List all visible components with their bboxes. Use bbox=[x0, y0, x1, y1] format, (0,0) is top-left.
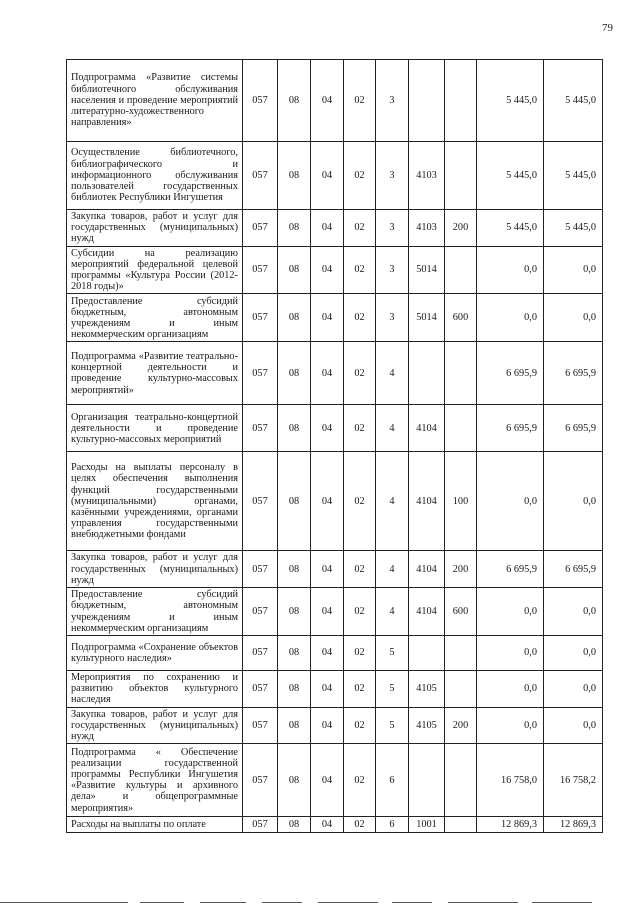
row-name-cell: Подпрограмма « Обеспечение реализации государственной программы Республики Ингушетия «Развитие культуры и архивного дела» и общепрограммные мероприятия» bbox=[67, 744, 243, 817]
code-item-cell: 4105 bbox=[409, 707, 445, 744]
code-subsection-cell: 04 bbox=[311, 60, 344, 142]
code-item-cell: 4103 bbox=[409, 210, 445, 247]
row-name-cell: Субсидии на реализацию мероприятий федеральной целевой программы «Культура России (2012-2018 годы)» bbox=[67, 246, 243, 294]
value-year2-cell: 5 445,0 bbox=[544, 60, 603, 142]
code-item-cell: 4105 bbox=[409, 671, 445, 708]
value-year2-cell: 6 695,9 bbox=[544, 342, 603, 405]
row-name-cell: Расходы на выплаты персоналу в целях обеспечения выполнения функций государственными (муниципальными) органами, казёнными учреждениями, органами управления государственными внебюджетными фондами bbox=[67, 452, 243, 551]
code-subprogram-cell: 4 bbox=[376, 452, 409, 551]
code-expense-type-cell bbox=[445, 342, 477, 405]
code-expense-type-cell: 200 bbox=[445, 551, 477, 588]
code-subsection-cell: 04 bbox=[311, 744, 344, 817]
code-subsection-cell: 04 bbox=[311, 588, 344, 636]
code-expense-type-cell: 600 bbox=[445, 294, 477, 342]
code-expense-type-cell: 200 bbox=[445, 210, 477, 247]
code-admin-cell: 057 bbox=[243, 636, 278, 671]
code-program-cell: 02 bbox=[344, 671, 376, 708]
code-subsection-cell: 04 bbox=[311, 452, 344, 551]
code-item-cell bbox=[409, 342, 445, 405]
value-year1-cell: 0,0 bbox=[477, 294, 544, 342]
value-year2-cell: 0,0 bbox=[544, 294, 603, 342]
code-subprogram-cell: 4 bbox=[376, 588, 409, 636]
table-row bbox=[67, 342, 603, 405]
value-year2-cell: 0,0 bbox=[544, 452, 603, 551]
code-program-cell: 02 bbox=[344, 210, 376, 247]
value-year1-cell: 6 695,9 bbox=[477, 405, 544, 452]
code-section-cell: 08 bbox=[278, 246, 311, 294]
code-expense-type-cell bbox=[445, 671, 477, 708]
code-subprogram-cell: 3 bbox=[376, 246, 409, 294]
code-program-cell: 02 bbox=[344, 588, 376, 636]
value-year2-cell: 0,0 bbox=[544, 671, 603, 708]
code-program-cell: 02 bbox=[344, 294, 376, 342]
code-admin-cell: 057 bbox=[243, 142, 278, 210]
code-program-cell: 02 bbox=[344, 707, 376, 744]
code-expense-type-cell bbox=[445, 636, 477, 671]
row-name-cell: Расходы на выплаты по оплате bbox=[67, 817, 243, 833]
table-row bbox=[67, 60, 603, 142]
table-row bbox=[67, 210, 603, 247]
code-admin-cell: 057 bbox=[243, 588, 278, 636]
code-item-cell: 4104 bbox=[409, 452, 445, 551]
value-year2-cell: 0,0 bbox=[544, 636, 603, 671]
value-year2-cell: 0,0 bbox=[544, 707, 603, 744]
code-section-cell: 08 bbox=[278, 294, 311, 342]
code-expense-type-cell bbox=[445, 246, 477, 294]
table-body bbox=[67, 60, 603, 833]
code-section-cell: 08 bbox=[278, 405, 311, 452]
table-row bbox=[67, 405, 603, 452]
code-item-cell: 4104 bbox=[409, 588, 445, 636]
code-section-cell: 08 bbox=[278, 817, 311, 833]
code-section-cell: 08 bbox=[278, 671, 311, 708]
row-name-cell: Подпрограмма «Развитие театрально-концертной деятельности и проведение культурно-массовых мероприятий» bbox=[67, 342, 243, 405]
code-subprogram-cell: 3 bbox=[376, 60, 409, 142]
row-name-cell: Предоставление субсидий бюджетным, автономным учреждениям и иным некоммерческим организациям bbox=[67, 294, 243, 342]
code-admin-cell: 057 bbox=[243, 294, 278, 342]
row-name-cell: Закупка товаров, работ и услуг для государственных (муниципальных) нужд bbox=[67, 210, 243, 247]
value-year1-cell: 5 445,0 bbox=[477, 142, 544, 210]
table-row bbox=[67, 142, 603, 210]
code-subsection-cell: 04 bbox=[311, 405, 344, 452]
table-row bbox=[67, 294, 603, 342]
value-year1-cell: 12 869,3 bbox=[477, 817, 544, 833]
table-row bbox=[67, 452, 603, 551]
code-section-cell: 08 bbox=[278, 60, 311, 142]
code-program-cell: 02 bbox=[344, 636, 376, 671]
value-year2-cell: 0,0 bbox=[544, 588, 603, 636]
code-admin-cell: 057 bbox=[243, 707, 278, 744]
code-subprogram-cell: 4 bbox=[376, 342, 409, 405]
table-row bbox=[67, 817, 603, 833]
page-number: 79 bbox=[602, 22, 613, 34]
code-expense-type-cell bbox=[445, 405, 477, 452]
code-item-cell: 5014 bbox=[409, 294, 445, 342]
value-year2-cell: 6 695,9 bbox=[544, 551, 603, 588]
code-item-cell bbox=[409, 636, 445, 671]
row-name-cell: Мероприятия по сохранению и развитию объектов культурного наследия bbox=[67, 671, 243, 708]
table-row bbox=[67, 246, 603, 294]
code-program-cell: 02 bbox=[344, 142, 376, 210]
code-item-cell: 4104 bbox=[409, 551, 445, 588]
value-year2-cell: 12 869,3 bbox=[544, 817, 603, 833]
value-year1-cell: 0,0 bbox=[477, 588, 544, 636]
code-subsection-cell: 04 bbox=[311, 342, 344, 405]
row-name-cell: Осуществление библиотечного, библиографического и информационного обслуживания пользователей государственных библиотек Республики Ингушетия bbox=[67, 142, 243, 210]
code-item-cell: 4103 bbox=[409, 142, 445, 210]
code-program-cell: 02 bbox=[344, 246, 376, 294]
code-program-cell: 02 bbox=[344, 744, 376, 817]
value-year1-cell: 6 695,9 bbox=[477, 551, 544, 588]
code-subprogram-cell: 6 bbox=[376, 817, 409, 833]
code-section-cell: 08 bbox=[278, 744, 311, 817]
table-row bbox=[67, 588, 603, 636]
code-admin-cell: 057 bbox=[243, 817, 278, 833]
row-name-cell: Закупка товаров, работ и услуг для государственных (муниципальных) нужд bbox=[67, 707, 243, 744]
row-name-cell: Подпрограмма «Сохранение объектов культурного наследия» bbox=[67, 636, 243, 671]
value-year2-cell: 0,0 bbox=[544, 246, 603, 294]
value-year1-cell: 16 758,0 bbox=[477, 744, 544, 817]
code-program-cell: 02 bbox=[344, 342, 376, 405]
code-program-cell: 02 bbox=[344, 452, 376, 551]
code-expense-type-cell: 100 bbox=[445, 452, 477, 551]
code-expense-type-cell bbox=[445, 60, 477, 142]
code-admin-cell: 057 bbox=[243, 452, 278, 551]
value-year2-cell: 16 758,2 bbox=[544, 744, 603, 817]
code-subprogram-cell: 3 bbox=[376, 294, 409, 342]
code-section-cell: 08 bbox=[278, 707, 311, 744]
value-year1-cell: 5 445,0 bbox=[477, 210, 544, 247]
value-year1-cell: 0,0 bbox=[477, 636, 544, 671]
code-admin-cell: 057 bbox=[243, 246, 278, 294]
code-subprogram-cell: 5 bbox=[376, 707, 409, 744]
table-row bbox=[67, 551, 603, 588]
code-section-cell: 08 bbox=[278, 452, 311, 551]
code-subprogram-cell: 3 bbox=[376, 210, 409, 247]
code-section-cell: 08 bbox=[278, 342, 311, 405]
code-admin-cell: 057 bbox=[243, 60, 278, 142]
code-subsection-cell: 04 bbox=[311, 636, 344, 671]
table-row bbox=[67, 636, 603, 671]
code-subprogram-cell: 4 bbox=[376, 405, 409, 452]
code-subprogram-cell: 5 bbox=[376, 671, 409, 708]
code-program-cell: 02 bbox=[344, 405, 376, 452]
code-program-cell: 02 bbox=[344, 60, 376, 142]
row-name-cell: Подпрограмма «Развитие системы библиотечного обслуживания населения и проведение мероприятий литературно-художественного направления» bbox=[67, 60, 243, 142]
value-year1-cell: 0,0 bbox=[477, 707, 544, 744]
code-subprogram-cell: 4 bbox=[376, 551, 409, 588]
code-section-cell: 08 bbox=[278, 142, 311, 210]
code-item-cell: 4104 bbox=[409, 405, 445, 452]
table-row bbox=[67, 744, 603, 817]
code-expense-type-cell: 600 bbox=[445, 588, 477, 636]
code-expense-type-cell bbox=[445, 744, 477, 817]
code-expense-type-cell bbox=[445, 142, 477, 210]
row-name-cell: Предоставление субсидий бюджетным, автономным учреждениям и иным некоммерческим организациям bbox=[67, 588, 243, 636]
code-admin-cell: 057 bbox=[243, 671, 278, 708]
code-subsection-cell: 04 bbox=[311, 142, 344, 210]
value-year1-cell: 6 695,9 bbox=[477, 342, 544, 405]
code-subsection-cell: 04 bbox=[311, 551, 344, 588]
row-name-cell: Закупка товаров, работ и услуг для государственных (муниципальных) нужд bbox=[67, 551, 243, 588]
code-admin-cell: 057 bbox=[243, 342, 278, 405]
code-section-cell: 08 bbox=[278, 636, 311, 671]
code-item-cell: 1001 bbox=[409, 817, 445, 833]
value-year2-cell: 5 445,0 bbox=[544, 210, 603, 247]
value-year1-cell: 5 445,0 bbox=[477, 60, 544, 142]
row-name-cell: Организация театрально-концертной деятельности и проведение культурно-массовых мероприятий bbox=[67, 405, 243, 452]
value-year1-cell: 0,0 bbox=[477, 671, 544, 708]
code-section-cell: 08 bbox=[278, 210, 311, 247]
code-program-cell: 02 bbox=[344, 817, 376, 833]
value-year1-cell: 0,0 bbox=[477, 452, 544, 551]
code-subsection-cell: 04 bbox=[311, 294, 344, 342]
code-section-cell: 08 bbox=[278, 551, 311, 588]
code-item-cell bbox=[409, 60, 445, 142]
code-expense-type-cell: 200 bbox=[445, 707, 477, 744]
code-item-cell: 5014 bbox=[409, 246, 445, 294]
code-subsection-cell: 04 bbox=[311, 210, 344, 247]
code-expense-type-cell bbox=[445, 817, 477, 833]
code-subprogram-cell: 5 bbox=[376, 636, 409, 671]
code-subsection-cell: 04 bbox=[311, 246, 344, 294]
value-year2-cell: 5 445,0 bbox=[544, 142, 603, 210]
code-subprogram-cell: 3 bbox=[376, 142, 409, 210]
code-subsection-cell: 04 bbox=[311, 817, 344, 833]
code-admin-cell: 057 bbox=[243, 744, 278, 817]
value-year1-cell: 0,0 bbox=[477, 246, 544, 294]
budget-table bbox=[66, 59, 603, 833]
code-admin-cell: 057 bbox=[243, 210, 278, 247]
code-admin-cell: 057 bbox=[243, 405, 278, 452]
code-subsection-cell: 04 bbox=[311, 671, 344, 708]
table-row bbox=[67, 671, 603, 708]
value-year2-cell: 6 695,9 bbox=[544, 405, 603, 452]
code-section-cell: 08 bbox=[278, 588, 311, 636]
code-subprogram-cell: 6 bbox=[376, 744, 409, 817]
table-row bbox=[67, 707, 603, 744]
code-program-cell: 02 bbox=[344, 551, 376, 588]
code-item-cell bbox=[409, 744, 445, 817]
code-admin-cell: 057 bbox=[243, 551, 278, 588]
code-subsection-cell: 04 bbox=[311, 707, 344, 744]
